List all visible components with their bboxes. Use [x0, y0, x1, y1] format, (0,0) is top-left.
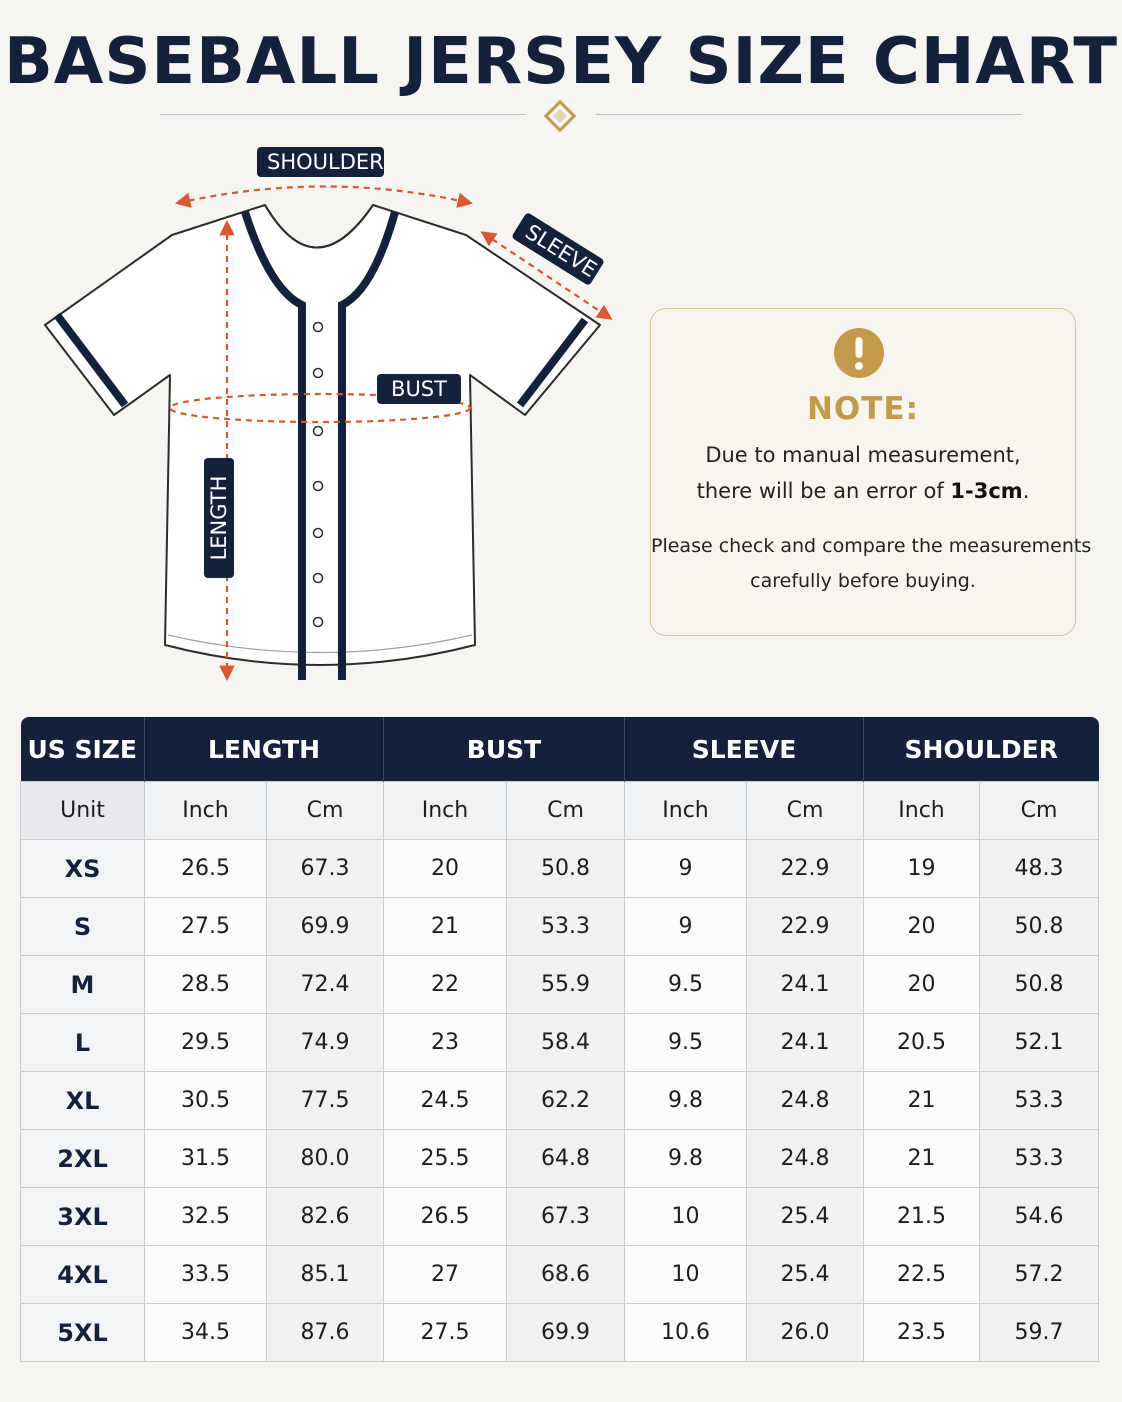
size-cell: 5XL: [21, 1304, 145, 1362]
size-table: [20, 717, 1099, 1362]
note-heading: NOTE:: [806, 391, 920, 427]
note-line-2-prefix: there will be an error of: [696, 479, 951, 503]
header-length: LENGTH: [145, 717, 384, 782]
size-cell: XS: [21, 840, 145, 898]
value-cell: 57.2: [980, 1246, 1099, 1304]
value-cell: 26.0: [747, 1304, 864, 1362]
value-cell: 54.6: [980, 1188, 1099, 1246]
value-cell: 21: [384, 898, 507, 956]
value-cell: 23: [384, 1014, 507, 1072]
value-cell: 53.3: [980, 1072, 1099, 1130]
value-cell: 77.5: [267, 1072, 384, 1130]
value-cell: 24.1: [747, 1014, 864, 1072]
value-cell: 10: [625, 1188, 747, 1246]
header-bust: BUST: [384, 717, 625, 782]
note-line-2: [651, 479, 1075, 503]
unit-cell: Inch: [384, 782, 507, 840]
unit-cell: Inch: [145, 782, 267, 840]
value-cell: 28.5: [145, 956, 267, 1014]
exclamation-circle-icon: [833, 327, 885, 379]
note-line-4: carefully before buying.: [750, 570, 976, 592]
value-cell: 21.5: [864, 1188, 980, 1246]
size-cell: 3XL: [21, 1188, 145, 1246]
value-cell: 29.5: [145, 1014, 267, 1072]
unit-cell: Cm: [747, 782, 864, 840]
value-cell: 23.5: [864, 1304, 980, 1362]
size-cell: XL: [21, 1072, 145, 1130]
table-row: [21, 1072, 1099, 1130]
value-cell: 74.9: [267, 1014, 384, 1072]
value-cell: 31.5: [145, 1130, 267, 1188]
value-cell: 59.7: [980, 1304, 1099, 1362]
note-line-3: Please check and compare the measurements: [651, 535, 1092, 557]
size-cell: 4XL: [21, 1246, 145, 1304]
value-cell: 9.5: [625, 956, 747, 1014]
value-cell: 9.5: [625, 1014, 747, 1072]
header-us-size: US SIZE: [21, 717, 145, 782]
unit-cell: Cm: [507, 782, 625, 840]
value-cell: 22.9: [747, 898, 864, 956]
size-cell: S: [21, 898, 145, 956]
value-cell: 50.8: [980, 898, 1099, 956]
value-cell: 24.1: [747, 956, 864, 1014]
value-cell: 33.5: [145, 1246, 267, 1304]
value-cell: 30.5: [145, 1072, 267, 1130]
value-cell: 24.8: [747, 1130, 864, 1188]
value-cell: 85.1: [267, 1246, 384, 1304]
note-line-2-suffix: .: [1022, 479, 1030, 503]
value-cell: 21: [864, 1072, 980, 1130]
value-cell: 55.9: [507, 956, 625, 1014]
value-cell: 50.8: [507, 840, 625, 898]
value-cell: 50.8: [980, 956, 1099, 1014]
unit-cell: Cm: [980, 782, 1099, 840]
value-cell: 67.3: [507, 1188, 625, 1246]
bust-label: BUST: [377, 374, 461, 404]
value-cell: 25.4: [747, 1188, 864, 1246]
value-cell: 69.9: [507, 1304, 625, 1362]
value-cell: 9.8: [625, 1130, 747, 1188]
value-cell: 32.5: [145, 1188, 267, 1246]
value-cell: 22.5: [864, 1246, 980, 1304]
length-label: LENGTH: [204, 458, 234, 578]
value-cell: 67.3: [267, 840, 384, 898]
value-cell: 64.8: [507, 1130, 625, 1188]
unit-cell: Inch: [864, 782, 980, 840]
value-cell: 68.6: [507, 1246, 625, 1304]
page-title: BASEBALL JERSEY SIZE CHART: [4, 25, 1118, 99]
value-cell: 22: [384, 956, 507, 1014]
title-divider-right: [596, 114, 1021, 115]
table-header-row: [21, 717, 1099, 782]
table-row: [21, 840, 1099, 898]
value-cell: 27.5: [384, 1304, 507, 1362]
table-row: [21, 898, 1099, 956]
value-cell: 53.3: [980, 1130, 1099, 1188]
note-error-range: 1-3cm: [950, 479, 1023, 503]
table-row: [21, 1304, 1099, 1362]
table-row: [21, 1246, 1099, 1304]
value-cell: 20: [864, 898, 980, 956]
unit-label-cell: Unit: [21, 782, 145, 840]
note-line-1: Due to manual measurement,: [705, 443, 1021, 467]
value-cell: 80.0: [267, 1130, 384, 1188]
unit-cell: Inch: [625, 782, 747, 840]
value-cell: 27.5: [145, 898, 267, 956]
value-cell: 25.4: [747, 1246, 864, 1304]
value-cell: 9: [625, 840, 747, 898]
value-cell: 24.8: [747, 1072, 864, 1130]
value-cell: 69.9: [267, 898, 384, 956]
value-cell: 27: [384, 1246, 507, 1304]
value-cell: 10: [625, 1246, 747, 1304]
value-cell: 58.4: [507, 1014, 625, 1072]
sleeve-label: SLEEVE: [511, 212, 605, 286]
value-cell: 22.9: [747, 840, 864, 898]
note-box: [650, 308, 1092, 636]
value-cell: 82.6: [267, 1188, 384, 1246]
value-cell: 26.5: [384, 1188, 507, 1246]
value-cell: 9: [625, 898, 747, 956]
value-cell: 24.5: [384, 1072, 507, 1130]
header-shoulder: SHOULDER: [864, 717, 1099, 782]
header-sleeve: SLEEVE: [625, 717, 864, 782]
value-cell: 52.1: [980, 1014, 1099, 1072]
table-row: [21, 1188, 1099, 1246]
title-divider-left: [160, 114, 525, 115]
value-cell: 87.6: [267, 1304, 384, 1362]
diamond-ornament-icon: [541, 97, 579, 135]
unit-row: [21, 782, 1099, 840]
value-cell: 9.8: [625, 1072, 747, 1130]
unit-cell: Cm: [267, 782, 384, 840]
value-cell: 21: [864, 1130, 980, 1188]
table-row: [21, 1130, 1099, 1188]
value-cell: 48.3: [980, 840, 1099, 898]
size-cell: 2XL: [21, 1130, 145, 1188]
shoulder-label: SHOULDER: [257, 147, 384, 177]
value-cell: 72.4: [267, 956, 384, 1014]
table-row: [21, 1014, 1099, 1072]
value-cell: 19: [864, 840, 980, 898]
value-cell: 10.6: [625, 1304, 747, 1362]
size-cell: M: [21, 956, 145, 1014]
value-cell: 62.2: [507, 1072, 625, 1130]
table-row: [21, 956, 1099, 1014]
value-cell: 26.5: [145, 840, 267, 898]
value-cell: 20.5: [864, 1014, 980, 1072]
value-cell: 53.3: [507, 898, 625, 956]
value-cell: 20: [384, 840, 507, 898]
value-cell: 25.5: [384, 1130, 507, 1188]
size-cell: L: [21, 1014, 145, 1072]
value-cell: 20: [864, 956, 980, 1014]
value-cell: 34.5: [145, 1304, 267, 1362]
